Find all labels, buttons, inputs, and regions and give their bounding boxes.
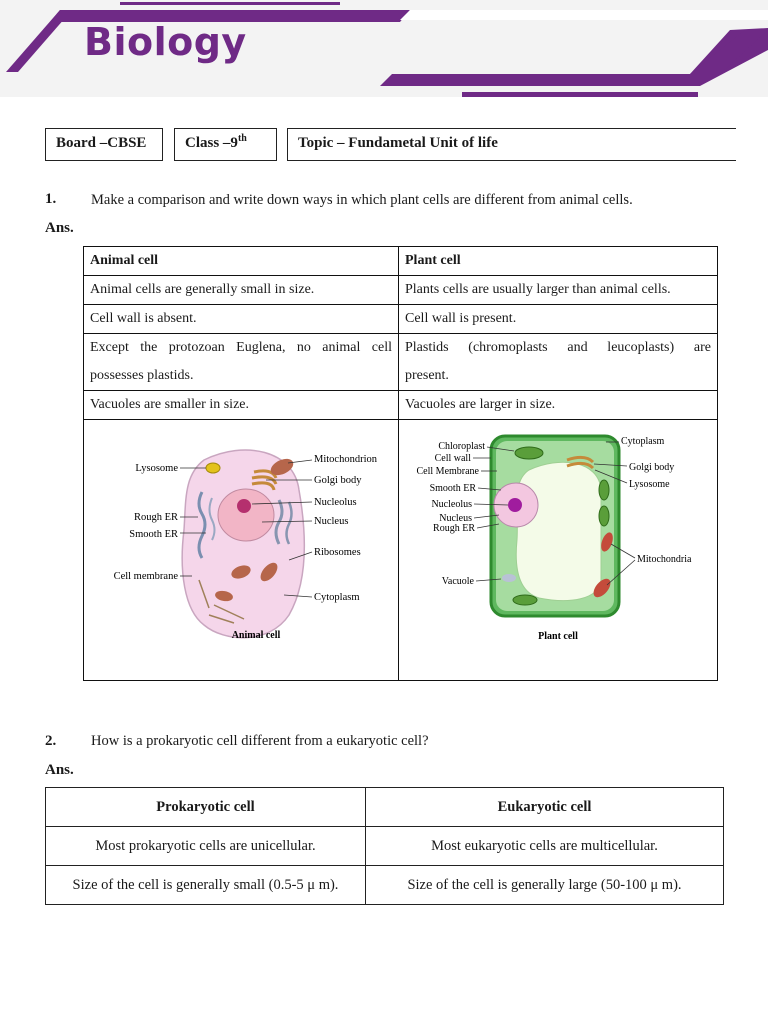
animal-plant-comparison-table (83, 246, 718, 681)
class-prefix: Class –9 (185, 135, 238, 151)
animal-nucleus (218, 489, 274, 541)
table-header-cell: Prokaryotic cell (46, 788, 366, 827)
plant-chloroplast (599, 480, 609, 500)
animal-label-ribosomes: Ribosomes (314, 547, 361, 558)
table-cell: Most eukaryotic cells are multicellular. (366, 827, 724, 866)
class-label (174, 128, 277, 161)
plant-chloroplast (513, 595, 537, 605)
table-row (46, 827, 724, 866)
plant-caption: Plant cell (538, 631, 578, 642)
plant-label-cell-wall: Cell wall (434, 453, 471, 464)
question-2-number: 2. (45, 733, 57, 749)
animal-label-nucleolus: Nucleolus (314, 497, 357, 508)
plant-cell-diagram-cell (399, 420, 718, 681)
animal-label-mitochondria: Mitochondrion (314, 454, 377, 465)
table-header-row (84, 247, 718, 276)
animal-nucleolus (237, 499, 251, 513)
board-label: Board –CBSE (45, 128, 163, 161)
table-cell: Size of the cell is generally small (0.5-5 μ m). (46, 866, 366, 905)
page-title: Biology (84, 20, 247, 64)
plant-label-golgi: Golgi body (629, 462, 675, 473)
header-banner (0, 0, 768, 100)
table-cell: Cell wall is absent. (84, 305, 399, 334)
table-cell: Size of the cell is generally large (50-100 μ m). (366, 866, 724, 905)
plant-label-cell-membrane: Cell Membrane (416, 466, 479, 477)
plant-label-nucleolus: Nucleolus (431, 499, 472, 510)
plant-label-cytoplasm: Cytoplasm (621, 436, 665, 447)
plant-label-rough-er: Rough ER (433, 523, 475, 534)
animal-label-smooth-er: Smooth ER (129, 529, 178, 540)
table-cell: Animal cells are generally small in size. (84, 276, 399, 305)
table-cell: Cell wall is present. (399, 305, 718, 334)
plant-label-smooth-er: Smooth ER (429, 483, 476, 494)
topic-label: Topic – Fundametal Unit of life (287, 128, 736, 161)
animal-cell-diagram (84, 420, 399, 675)
plant-chloroplast (515, 447, 543, 459)
cell-line: possesses plastids. (90, 368, 194, 383)
table-header-cell: Plant cell (399, 247, 718, 276)
table-cell: Most prokaryotic cells are unicellular. (46, 827, 366, 866)
animal-label-rough-er: Rough ER (133, 512, 178, 523)
table-header-cell: Animal cell (84, 247, 399, 276)
table-header-cell: Eukaryotic cell (366, 788, 724, 827)
question-2-ans-label: Ans. (45, 762, 74, 778)
table-row (84, 334, 718, 391)
table-row (84, 420, 718, 681)
table-row (84, 276, 718, 305)
plant-label-lysosome: Lysosome (629, 479, 670, 490)
animal-label-lysosome: Lysosome (135, 463, 178, 474)
table-cell (399, 334, 718, 391)
plant-label-vacuole: Vacuole (441, 576, 474, 587)
table-cell: Plants cells are usually larger than animal cells. (399, 276, 718, 305)
table-row (84, 305, 718, 334)
question-1-text: Make a comparison and write down ways in which plant cells are different from animal cells. (91, 192, 633, 208)
plant-nucleolus (508, 498, 522, 512)
table-cell: Vacuoles are smaller in size. (84, 391, 399, 420)
plant-vesicle (502, 574, 516, 582)
plant-label-chloroplast: Chloroplast (438, 441, 485, 452)
animal-label-cell-membrane: Cell membrane (113, 571, 178, 582)
plant-label-mitochondria: Mitochondria (637, 554, 692, 565)
cell-line: Except the protozoan Euglena, no animal cell (90, 340, 392, 355)
animal-caption: Animal cell (231, 630, 281, 641)
cell-line: present. (405, 368, 449, 383)
animal-label-golgi: Golgi body (314, 475, 362, 486)
class-suffix: th (237, 133, 247, 144)
plant-label-nucleus: Nucleus (439, 513, 472, 524)
animal-label-nucleus: Nucleus (314, 516, 349, 527)
plant-vacuole (516, 462, 601, 600)
question-1-number: 1. (45, 191, 57, 207)
prokaryotic-eukaryotic-table (45, 787, 724, 905)
cell-line: Plastids (chromoplasts and leucoplasts) are (405, 340, 711, 355)
table-cell (84, 334, 399, 391)
plant-cell-diagram (399, 420, 718, 675)
table-header-row (46, 788, 724, 827)
table-row (46, 866, 724, 905)
table-row (84, 391, 718, 420)
question-2-text: How is a prokaryotic cell different from a eukaryotic cell? (91, 733, 429, 749)
animal-label-cytoplasm: Cytoplasm (314, 592, 360, 603)
plant-chloroplast (599, 506, 609, 526)
table-cell: Vacuoles are larger in size. (399, 391, 718, 420)
animal-lysosome (206, 463, 220, 473)
question-1-ans-label: Ans. (45, 220, 74, 236)
animal-cell-diagram-cell (84, 420, 399, 681)
